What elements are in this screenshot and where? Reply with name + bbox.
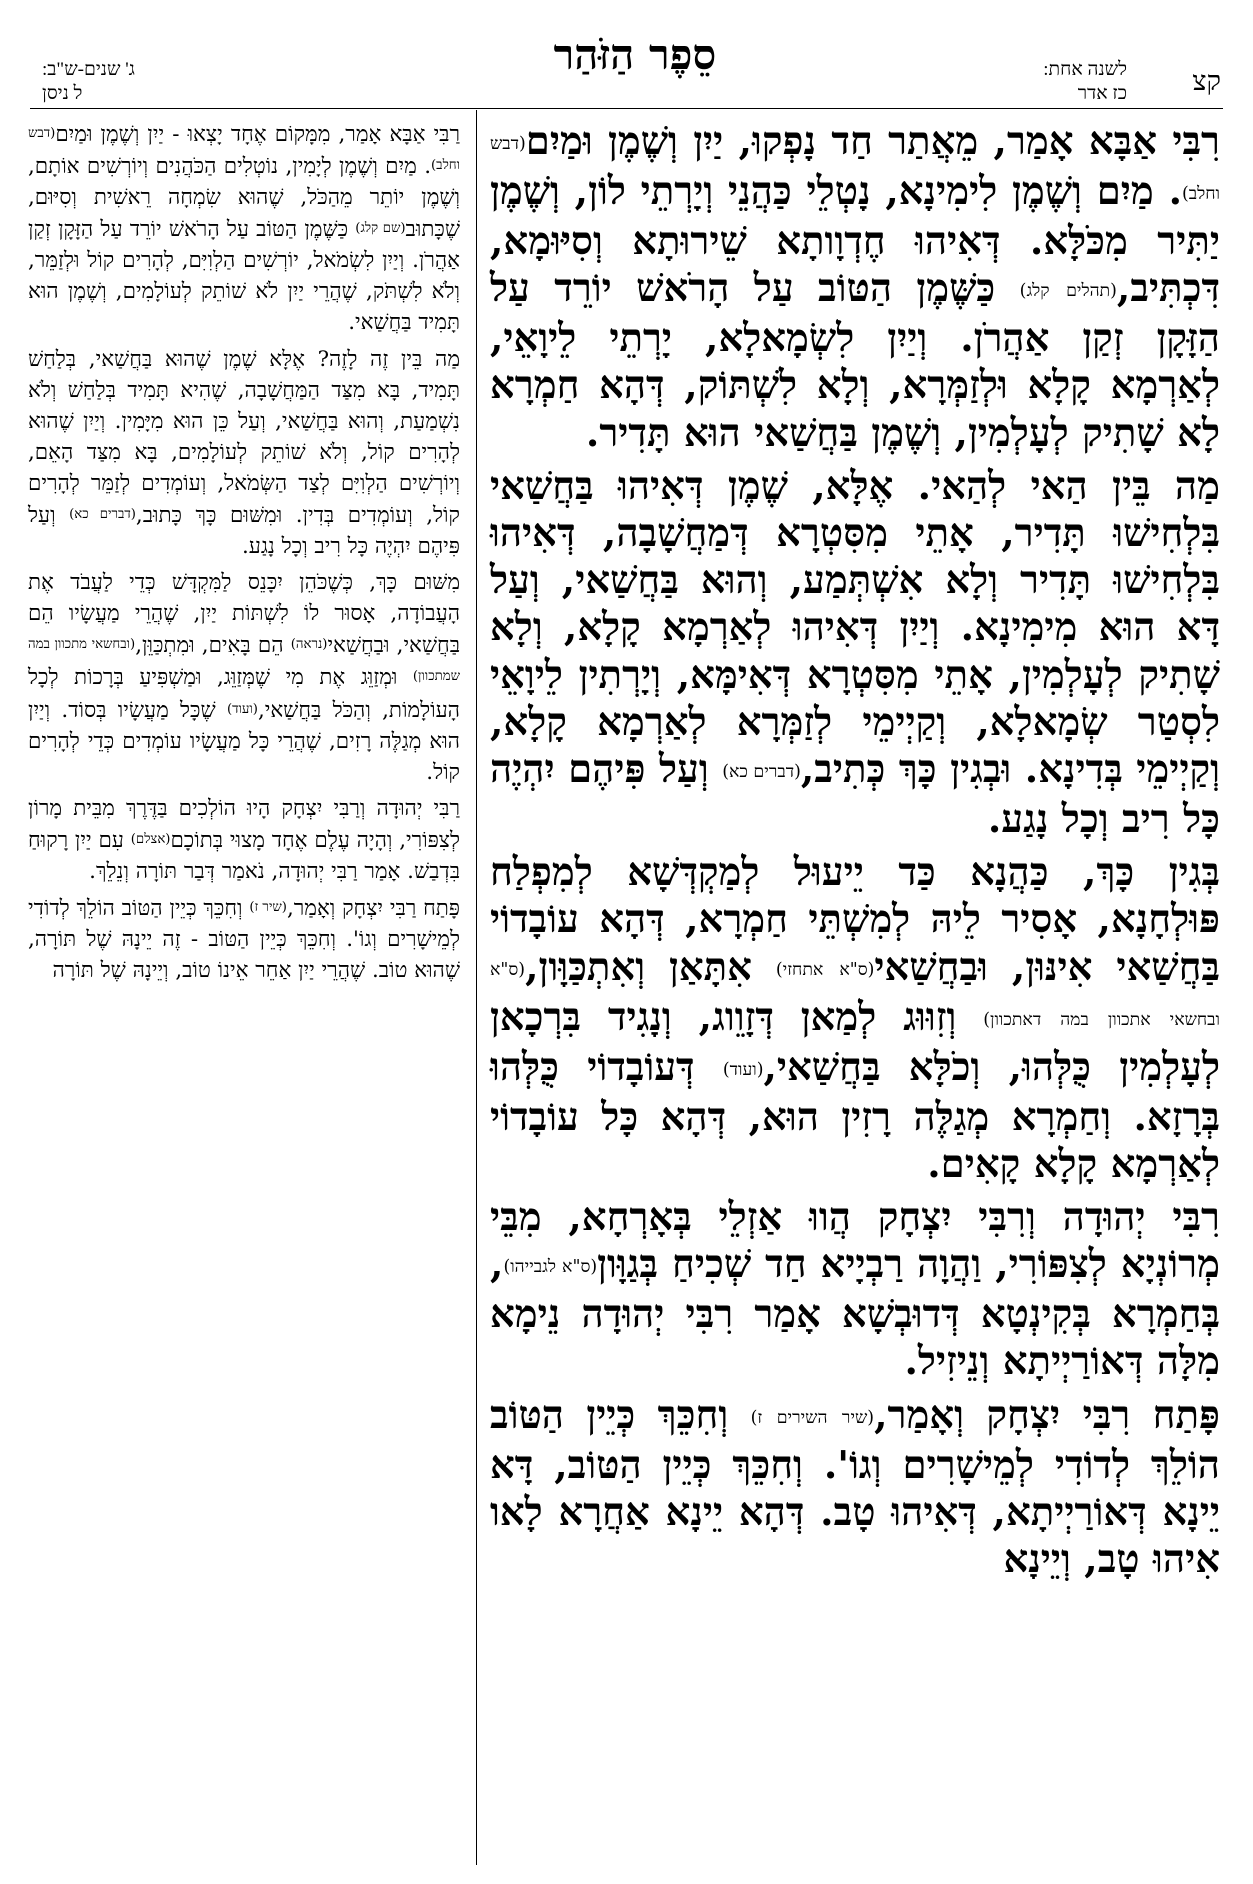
main-paragraph-5: פָּתַח רִבִּי יִצְחָק וְאָמַר,(שיר השירים ז) וְחִכֵּךְ כְּיֵין הַטּוֹב הוֹלֵךְ לְדוֹדִי לְמֵישָׁרִים וְגוֹ'. וְחִכֵּךְ כְּיֵין הַטּוֹב, דָּא יֵינָא דְּאוֹרַיְיתָא, דְּאִיהוּ טָב. דְּהָא יֵינָא אַחֲרָא לָאו אִיהוּ טָב, וְיֵינָא	[490, 1392, 1220, 1583]
page-title: סֵפֶר הַזֹּהַר	[553, 30, 717, 79]
side-paragraph-3: מִשּׁוּם כָּךְ, כְּשֶׁכֹּהֵן יִכָּנֵס לַמִּקְדָּשׁ כְּדֵי לַעֲבֹד אֶת הָעֲבוֹדָה, אָסוּר לוֹ לִשְׁתּוֹת יַיִן, שֶׁהֲרֵי מַעֲשָׂיו הֵם בַּחֲשַׁאי, וּבַחֲשַׁאי(נראה) הֵם בָּאִים, וּמִתְכַּוֵּן,(ובחשאי מתכוון במה שמתכוון) וּמְזַוֵּג אֶת מִי שֶׁמְּזַוֵּג, וּמַשְׁפִּיעַ בְּרָכוֹת לְכָל הָעוֹלָמוֹת, וְהַכֹּל בַּחֲשַׁאי,(ועוד) שֶׁכָּל מַעֲשָׂיו בְּסוֹד. וְיַיִן הוּא מְגַלֶּה רָזִים, שֶׁהֲרֵי כָּל מַעֲשָׂיו עוֹמְדִים כְּדֵי לְהָרִים קוֹל.	[28, 570, 461, 785]
column-divider	[476, 110, 477, 1865]
header-right-label-1: לשנה אחת:	[1043, 59, 1127, 80]
side-paragraph-1: רַבִּי אַבָּא אָמַר, מִמָּקוֹם אֶחָד יָצְאוּ - יַיִן וְשֶׁמֶן וּמַיִם(דבש וחלב). מַיִם וְשֶׁמֶן לְיָמִין, נוֹטְלִים הַכֹּהֲנִים וְיוֹרְשִׁים אוֹתָם, וְשֶׁמֶן יוֹתֵר מֵהַכֹּל, שֶׁהוּא שִׂמְחָה רֵאשִׁית וְסִיּוּם, שֶׁכָּתוּב(שם קלג) כַּשֶּׁמֶן הַטּוֹב עַל הָרֹאשׁ יוֹרֵד עַל הַזָּקָן זְקַן אַהֲרֹן. וְיַיִן לִשְׂמֹאל, יוֹרְשִׁים הַלְוִיִּם, לְהָרִים קוֹל וּלְזַמֵּר, וְלֹא לִשְׁתֹּק, שֶׁהֲרֵי יַיִן לֹא שׁוֹתֵק לְעוֹלָמִים, וְשֶׁמֶן הוּא תָּמִיד בַּחֲשַׁאי.	[28, 121, 460, 336]
header-right-label-2: כז אדר	[1077, 83, 1127, 104]
main-paragraph-2: מַה בֵּין הַאי לְהַאי. אֶלָּא, שֶׁמֶן דְּאִיהוּ בַּחֲשַׁאי בִּלְחִישׁוּ תָּדִיר, אָתֵי מִסִּטְרָא דְּמַחֲשָׁבָה, דְּאִיהוּ בִּלְחִישׁוּ תָּדִיר וְלָא אִשְׁתְּמַע, וְהוּא בַּחֲשַׁאי, וְעַל דָּא הוּא מִימִינָא. וְיַיִן דְּאִיהוּ לְאַרְמָא קָלָא, וְלָא שָׁתִיק לְעָלְמִין, אָתֵי מִסִּטְרָא דְּאִימָּא, וְיָרְתִין לֵיוָאֵי לִסְטַר שְׂמָאלָא, וְקַיְימֵי לְזַמְּרָא לְאַרְמָא קָלָא, וְקַיְימֵי בְּדִינָא. וּבְגִין כָּךְ כְּתִיב,(דברים כא) וְעַל פִּיהֶם יִהְיֶה כָּל רִיב וְכָל נָגַע.	[490, 463, 1221, 843]
header-rule	[30, 108, 1223, 109]
side-column	[28, 118, 460, 991]
page-number: קצ	[1192, 66, 1221, 96]
header-left-label-2: ל ניסן	[42, 83, 83, 104]
side-paragraph-2: מַה בֵּין זֶה לָזֶה? אֶלָּא שֶׁמֶן שֶׁהוּא בַּחֲשַׁאי, בְּלַחַשׁ תָּמִיד, בָּא מִצַּד הַמַּחֲשָׁבָה, שֶׁהִיא תָּמִיד בְּלַחַשׁ וְלֹא נִשְׁמַעַת, וְהוּא בַּחֲשַׁאי, וְעַל כֵּן הוּא מִיָּמִין. וְיַיִן שֶׁהוּא לְהָרִים קוֹל, וְלֹא שׁוֹתֵק לְעוֹלָמִים, בָּא מִצַּד הָאֵם, וְיוֹרְשִׁים הַלְוִיִּם לְצַד הַשְּׂמֹאל, וְעוֹמְדִים לְזַמֵּר לְהָרִים קוֹל, וְעוֹמְדִים בְּדִין. וּמִשּׁוּם כָּךְ כָּתוּב,(דברים כא) וְעַל פִּיהֶם יִהְיֶה כָּל רִיב וְכָל נָגַע.	[28, 346, 460, 560]
main-column	[490, 118, 1220, 1589]
main-paragraph-3: בְּגִין כָּךְ, כַּהֲנָא כַּד יֵיעוּל לְמַקְדְּשָׁא לְמִפְלַח פּוּלְחָנָא, אָסִיר לֵיהּ לְמִשְׁתֵּי חַמְרָא, דְּהָא עוֹבָדוֹי בַּחֲשַׁאי אִינּוּן, וּבַחֲשַׁאי(ס"א אתחזי) אִתָּאַן וְאִתְכַּוָּון,(ס"א ובחשאי אתכוון במה דאתכוון) וְזִוּוּג לְמַאן דְּזָוֵוג, וְנָגִיד בִּרְכָאן לְעָלְמִין כֻּלְּהוּ, וְכֹלָּא בַּחֲשַׁאי,(ועוד) דְּעוֹבָדוֹי כֻּלְּהוּ בְּרָזָא. וְחַמְרָא מְגַלֶּה רָזִין הוּא, דְּהָא כָּל עוֹבָדוֹי לְאַרְמָא קָלָא קָאִים.	[490, 850, 1220, 1187]
header-left-label-1: ג' שנים-ש"ב:	[42, 59, 135, 80]
side-paragraph-4: רַבִּי יְהוּדָה וְרַבִּי יִצְחָק הָיוּ הוֹלְכִים בַּדֶּרֶךְ מִבֵּית מָרוֹן לְצִפּוֹרִי, וְהָיָה עֶלֶם אֶחָד מָצוּי בְּתוֹכָם(אצלם) עִם יַיִן רָקוּחַ בִּדְבַשׁ. אָמַר רַבִּי יְהוּדָה, נֹאמַר דְּבַר תּוֹרָה וְנֵלֵךְ.	[28, 795, 461, 884]
side-paragraph-5: פָּתַח רַבִּי יִצְחָק וְאָמַר,(שיר ז) וְחִכֵּךְ כְּיֵין הַטּוֹב הוֹלֵךְ לְדוֹדִי לְמֵישָׁרִים וְגוֹ'. וְחִכֵּךְ כְּיֵין הַטּוֹב - זֶה יֵינָהּ שֶׁל תּוֹרָה, שֶׁהוּא טוֹב. שֶׁהֲרֵי יַיִן אַחֵר אֵינוֹ טוֹב, וְיֵינָהּ שֶׁל תּוֹרָה	[28, 895, 461, 984]
main-paragraph-4: רִבִּי יְהוּדָה וְרִבִּי יִצְחָק הֲווּ אַזְלֵי בְּאָרְחָא, מִבֵּי מְרוֹנְיָא לְצִפּוֹרִי, וַהֲוָה רַבְיָיא חַד שְׁכִיחַ בְּגַוָּון(ס"א לגבייהו), בְּחַמְרָא בְּקִינְטָא דְּדוּבְשָׁא אָמַר רִבִּי יְהוּדָה נֵימָא מִלָּה דְּאוֹרַיְיתָא וְנֵיזִיל.	[490, 1195, 1220, 1385]
main-paragraph-1: רִבִּי אַבָּא אָמַר, מֵאֲתַר חַד נָפְקוּ, יַיִן וְשֶׁמֶן וּמַיִם(דבש וחלב). מַיִם וְשֶׁמֶן לִימִינָא, נָטְלֵי כַּהֲנֵי וְיָרְתֵי לוֹן, וְשֶׁמֶן יַתִּיר מִכֹּלָּא. דְּאִיהוּ חֶדְוָותָא שֵׁירוּתָא וְסִיּוּמָא, דִּכְתִּיב,(תהלים קלג) כַּשֶּׁמֶן הַטּוֹב עַל הָרֹאשׁ יוֹרֵד עַל הַזָּקָן זְקַן אַהֲרֹן. וְיַיִן לִשְׂמָאלָא, יָרְתֵי לֵיוָאֵי, לְאַרְמָא קָלָא וּלְזַמְּרָא, וְלָא לִשְׁתּוֹק, דְּהָא חַמְרָא לָא שָׁתִיק לְעָלְמִין, וְשֶׁמֶן בַּחֲשַׁאי הוּא תָּדִיר.	[490, 119, 1220, 456]
